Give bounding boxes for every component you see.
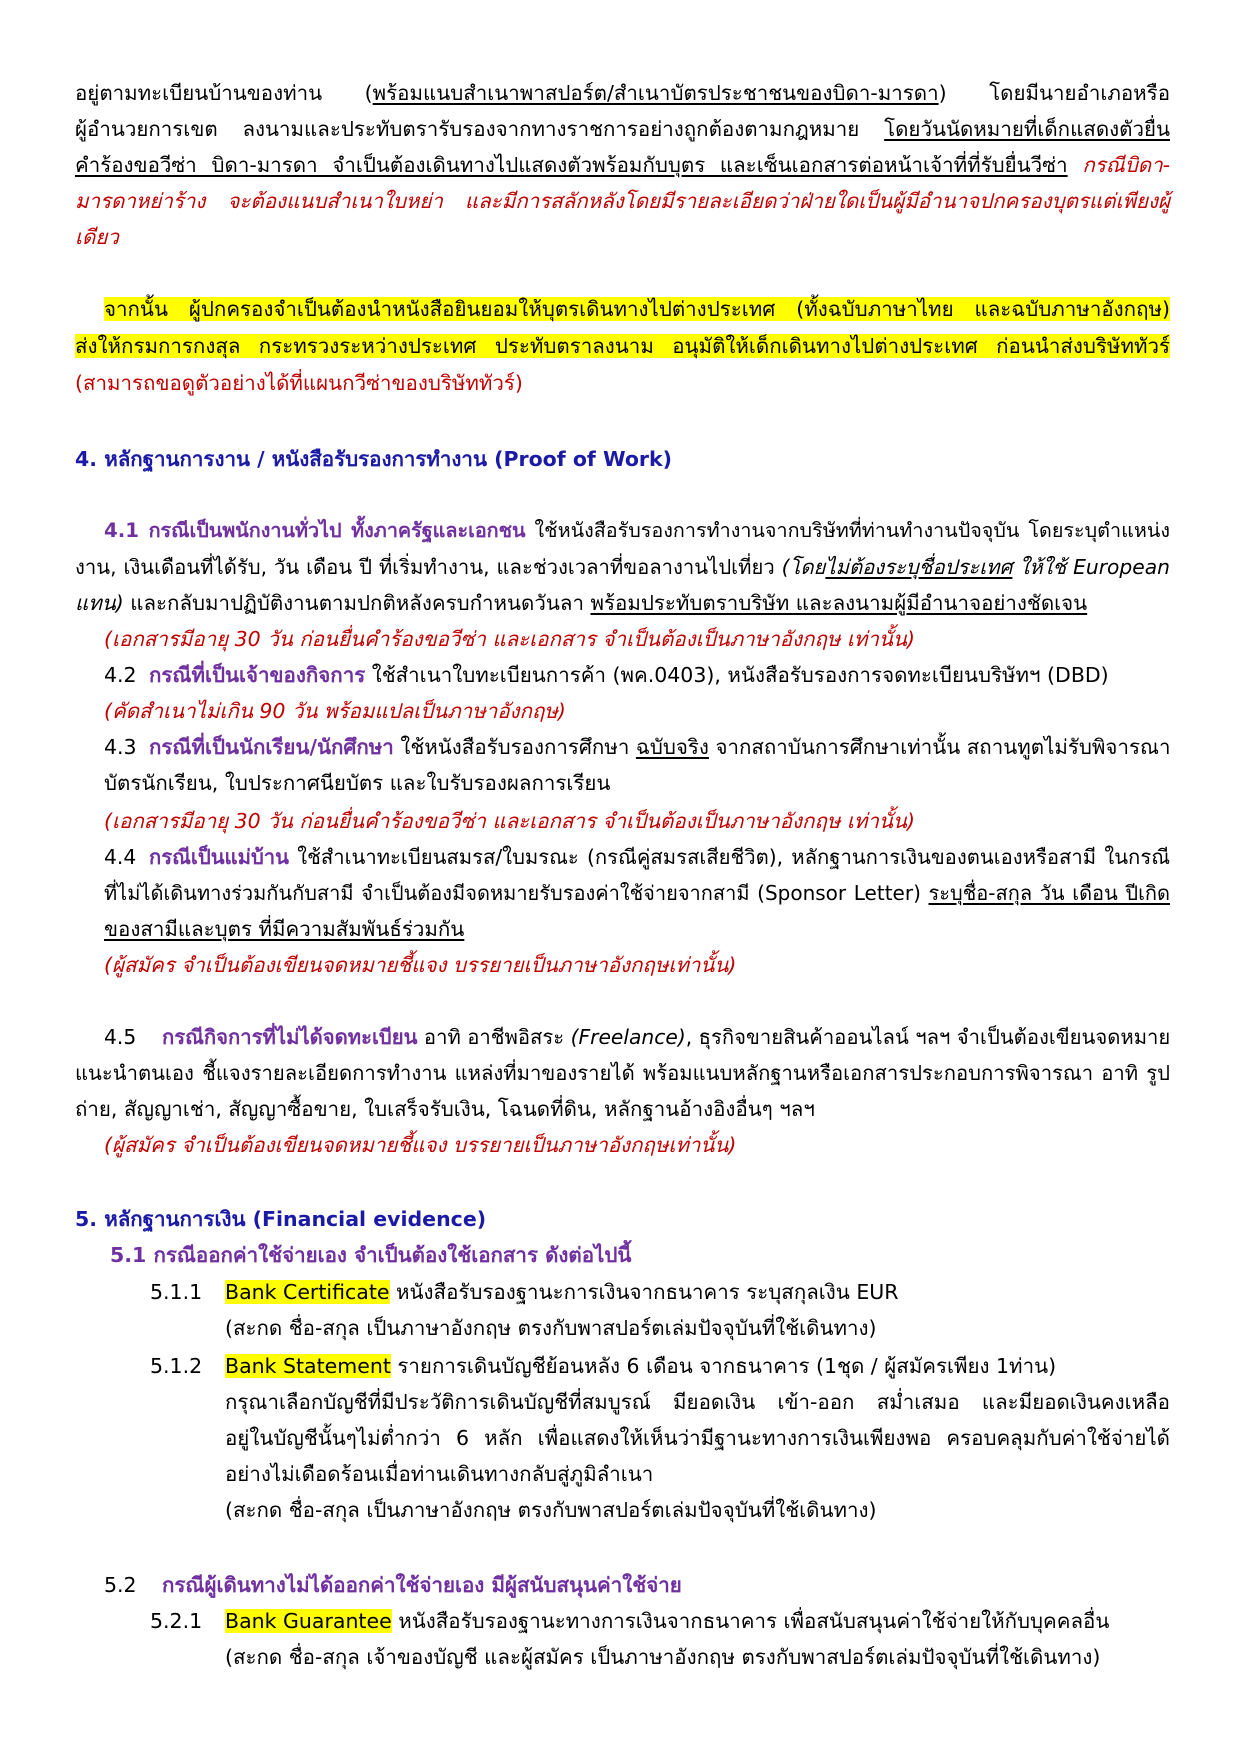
text-underlined: คำร้องขอวีซ่า บิดา-มารดา จำเป็นต้องเดินทางไปแสดงตัวพร้อมกับบุตร และเซ็นเอกสารต่อหน้าเจ้าที่ที่รับยื่นวีซ่า bbox=[75, 153, 1068, 177]
highlighted-text: ส่งให้กรมการกงสุล กระทรวงระหว่างประเทศ ประทับตราลงนาม อนุมัติให้เด็กเดินทางไปต่างประเทศ ก่อนนำส่งบริษัททัวร์ bbox=[75, 334, 1170, 358]
text-underlined: ฉบับจริง bbox=[635, 735, 709, 759]
item-5-1-2-line3: อยู่ในบัญชีนั้นๆไม่ต่ำกว่า 6 หลัก เพื่อแสดงให้เห็นว่ามีฐานะทางการเงินเพียงพอ ครอบคลุมกับค่าใช้จ่ายได้ bbox=[225, 1426, 1170, 1450]
item-4-2-note: (คัดสำเนาไม่เกิน 90 วัน พร้อมแปลเป็นภาษาอังกฤษ) bbox=[104, 699, 566, 723]
section-5-1-subheading: 5.1 กรณีออกค่าใช้จ่ายเอง จำเป็นต้องใช้เอกสาร ดังต่อไปนี้ bbox=[110, 1243, 632, 1267]
item-4-5-line3: ถ่าย, สัญญาเช่า, สัญญาซื้อขาย, ใบเสร็จรับเงิน, โฉนดที่ดิน, หลักฐานอ้างอิงอื่นๆ ฯลฯ bbox=[75, 1097, 815, 1121]
para2-line2 bbox=[75, 331, 1170, 361]
item-label: กรณีเป็นแม่บ้าน bbox=[149, 845, 290, 869]
item-5-1-2-line1 bbox=[150, 1351, 1241, 1381]
item-4-5-note: (ผู้สมัคร จำเป็นต้องเขียนจดหมายชี้แจง บรรยายเป็นภาษาอังกฤษเท่านั้น) bbox=[104, 1133, 737, 1157]
item-4-1-line3 bbox=[75, 588, 1170, 618]
para2-line3: (สามารถขอดูตัวอย่างได้ที่แผนกวีซ่าของบริษัททัวร์) bbox=[75, 371, 523, 395]
highlighted-text: จากนั้น ผู้ปกครองจำเป็นต้องนำหนังสือยินยอมให้บุตรเดินทางไปต่างประเทศ (ทั้งฉบับภาษาไทย และฉบับภาษาอังกฤษ) bbox=[104, 297, 1170, 321]
highlighted-label: Bank Certificate bbox=[225, 1280, 390, 1304]
text: , ธุรกิจขายสินค้าออนไลน์ ฯลฯ จำเป็นต้องเขียนจดหมาย bbox=[685, 1025, 1171, 1049]
item-4-1-note: (เอกสารมีอายุ 30 วัน ก่อนยื่นคำร้องขอวีซ่า และเอกสาร จำเป็นต้องเป็นภาษาอังกฤษ เท่านั้น) bbox=[104, 627, 915, 651]
item-5-1-2-line2: กรุณาเลือกบัญชีที่มีประวัติการเดินบัญชีที่สมบูรณ์ มียอดเงิน เข้า-ออก สม่ำเสมอ และมียอดเงินคงเหลือ bbox=[225, 1390, 1170, 1414]
item-number: 4.3 bbox=[104, 735, 137, 759]
item-4-5-line1 bbox=[104, 1022, 1170, 1052]
section-4-heading: 4. หลักฐานการงาน / หนังสือรับรองการทำงาน (Proof of Work) bbox=[75, 447, 673, 471]
section-5-heading: 5. หลักฐานการเงิน (Financial evidence) bbox=[75, 1207, 487, 1231]
item-4-2-line1 bbox=[104, 660, 1199, 690]
item-4-5-line2: แนะนำตนเอง ชี้แจงรายละเอียดการทำงาน แหล่งที่มาของรายได้ พร้อมแนบหลักฐานหรือเอกสารประกอบการพิจารณา อาทิ รูป bbox=[75, 1061, 1170, 1085]
para1-line2 bbox=[75, 114, 1170, 144]
highlighted-label: Bank Statement bbox=[225, 1354, 391, 1378]
text-italic: (Freelance) bbox=[570, 1025, 686, 1049]
text: ที่ไม่ได้เดินทางร่วมกันกับสามี จำเป็นต้องมีจดหมายรับรองค่าใช้จ่ายจากสามี (Sponsor Letter) bbox=[104, 881, 929, 905]
item-4-4-note: (ผู้สมัคร จำเป็นต้องเขียนจดหมายชี้แจง บรรยายเป็นภาษาอังกฤษเท่านั้น) bbox=[104, 953, 737, 977]
item-number: 5.2.1 bbox=[150, 1609, 203, 1633]
item-4-1-line1 bbox=[104, 516, 1170, 546]
text-italic-underlined: ไม่ต้องระบุชื่อประเทศ bbox=[825, 555, 1013, 579]
item-5-1-1-line1 bbox=[150, 1277, 1241, 1307]
item-number: 5.2 bbox=[104, 1573, 137, 1597]
text: อาทิ อาชีพอิสระ bbox=[417, 1025, 571, 1049]
text: และกลับมาปฏิบัติงานตามปกติหลังครบกำหนดวันลา bbox=[123, 591, 591, 615]
text-italic: แทน) bbox=[75, 591, 124, 615]
text-italic: ให้ใช้ European bbox=[1012, 555, 1170, 579]
item-label: กรณีที่เป็นเจ้าของกิจการ bbox=[149, 663, 366, 687]
item-4-3-line2: บัตรนักเรียน, ใบประกาศนียบัตร และใบรับรองผลการเรียน bbox=[104, 771, 611, 795]
item-5-2-1-line2: (สะกด ชื่อ-สกุล เจ้าของบัญชี และผู้สมัคร เป็นภาษาอังกฤษ ตรงกับพาสปอร์ตเล่มปัจจุบันที่ใช้เดินทาง) bbox=[225, 1645, 1101, 1669]
item-4-1-line2 bbox=[75, 552, 1170, 582]
item-4-3-line1 bbox=[104, 732, 1170, 762]
item-5-1-2-line4: อย่างไม่เดือดร้อนเมื่อท่านเดินทางกลับสู่ภูมิลำเนา bbox=[225, 1462, 654, 1486]
text: จากสถาบันการศึกษาเท่านั้น สถานทูตไม่รับพิจารณา bbox=[708, 735, 1171, 759]
text: ผู้อำนวยการเขต ลงนามและประทับตรารับรองจากทางราชการอย่างถูกต้องตามกฎหมาย bbox=[75, 117, 885, 141]
text: ) โดยมีนายอำเภอหรือ bbox=[938, 81, 1170, 105]
para1-line3 bbox=[75, 150, 1170, 180]
highlighted-label: Bank Guarantee bbox=[225, 1609, 392, 1633]
para1-line5: เดียว bbox=[75, 225, 119, 249]
item-label: กรณีที่เป็นนักเรียน/นักศึกษา bbox=[149, 735, 394, 759]
text-italic: (โดย bbox=[781, 555, 826, 579]
item-number: 5.1.1 bbox=[150, 1280, 203, 1304]
para2-line1 bbox=[104, 294, 1170, 324]
item-number: 4.2 bbox=[104, 663, 137, 687]
item-number: 4.5 bbox=[104, 1025, 137, 1049]
text: ใช้สำเนาทะเบียนสมรส/ใบมรณะ (กรณีคู่สมรสเสียชีวิต), หลักฐานการเงินของตนเองหรือสามี ในกรณี bbox=[289, 845, 1170, 869]
item-4-4-line1 bbox=[104, 842, 1170, 872]
text-warning: กรณีบิดา- bbox=[1067, 153, 1170, 177]
text-underlined: ระบุชื่อ-สกุล วัน เดือน ปีเกิด bbox=[928, 881, 1170, 905]
text: อยู่ตามทะเบียนบ้านของท่าน ( bbox=[75, 81, 373, 105]
item-5-2-1-line1 bbox=[150, 1606, 1241, 1636]
item-5-1-1-line2: (สะกด ชื่อ-สกุล เป็นภาษาอังกฤษ ตรงกับพาสปอร์ตเล่มปัจจุบันที่ใช้เดินทาง) bbox=[225, 1316, 877, 1340]
text: ใช้หนังสือรับรองการศึกษา bbox=[393, 735, 636, 759]
item-4-4-line3 bbox=[104, 914, 1199, 944]
text: ใช้สำเนาใบทะเบียนการค้า (พค.0403), หนังสือรับรองการจดทะเบียนบริษัทฯ (DBD) bbox=[365, 663, 1109, 687]
item-4-4-line2 bbox=[104, 878, 1170, 908]
item-number: 4.4 bbox=[104, 845, 137, 869]
text-underlined: โดยวันนัดหมายที่เด็กแสดงตัวยื่น bbox=[884, 117, 1170, 141]
text-underlined: ของสามีและบุตร ที่มีความสัมพันธ์ร่วมกัน bbox=[104, 917, 465, 941]
item-5-1-2-line5: (สะกด ชื่อ-สกุล เป็นภาษาอังกฤษ ตรงกับพาสปอร์ตเล่มปัจจุบันที่ใช้เดินทาง) bbox=[225, 1498, 877, 1522]
text: รายการเดินบัญชีย้อนหลัง 6 เดือน จากธนาคาร (1ชุด / ผู้สมัครเพียง 1ท่าน) bbox=[390, 1354, 1057, 1378]
item-label: 4.1 กรณีเป็นพนักงานทั่วไป ทั้งภาครัฐและเอกชน bbox=[104, 519, 526, 542]
item-4-3-note: (เอกสารมีอายุ 30 วัน ก่อนยื่นคำร้องขอวีซ่า และเอกสาร จำเป็นต้องเป็นภาษาอังกฤษ เท่านั้น) bbox=[104, 809, 915, 833]
text: งาน, เงินเดือนที่ได้รับ, วัน เดือน ปี ที่เริ่มทำงาน, และช่วงเวลาที่ขอลางานไปเที่ยว bbox=[75, 555, 782, 579]
para1-line1 bbox=[75, 78, 1170, 108]
para1-line4: มารดาหย่าร้าง จะต้องแนบสำเนาใบหย่า และมีการสลักหลังโดยมีรายละเอียดว่าฝ่ายใดเป็นผู้มีอำนาจปกครองบุตรแต่เพียงผู้ bbox=[75, 189, 1170, 213]
item-5-2-heading bbox=[104, 1570, 1199, 1600]
text-underlined: พร้อมแนบสำเนาพาสปอร์ต/สำเนาบัตรประชาชนของบิดา-มารดา bbox=[372, 81, 939, 105]
text: หนังสือรับรองฐานะทางการเงินจากธนาคาร เพื่อสนับสนุนค่าใช้จ่ายให้กับบุคคลอื่น bbox=[391, 1609, 1110, 1633]
item-number: 5.1.2 bbox=[150, 1354, 203, 1378]
text: หนังสือรับรองฐานะการเงินจากธนาคาร ระบุสกุลเงิน EUR bbox=[389, 1280, 899, 1304]
text-underlined: พร้อมประทับตราบริษัท และลงนามผู้มีอำนาจอย่างชัดเจน bbox=[590, 591, 1088, 615]
text: ใช้หนังสือรับรองการทำงานจากบริษัทที่ท่านทำงานปัจจุบัน โดยระบุตำแหน่ง bbox=[525, 519, 1170, 542]
item-label: กรณีกิจการที่ไม่ได้จดทะเบียน bbox=[162, 1025, 418, 1049]
item-label: กรณีผู้เดินทางไม่ได้ออกค่าใช้จ่ายเอง มีผู้สนับสนุนค่าใช้จ่าย bbox=[162, 1573, 682, 1597]
